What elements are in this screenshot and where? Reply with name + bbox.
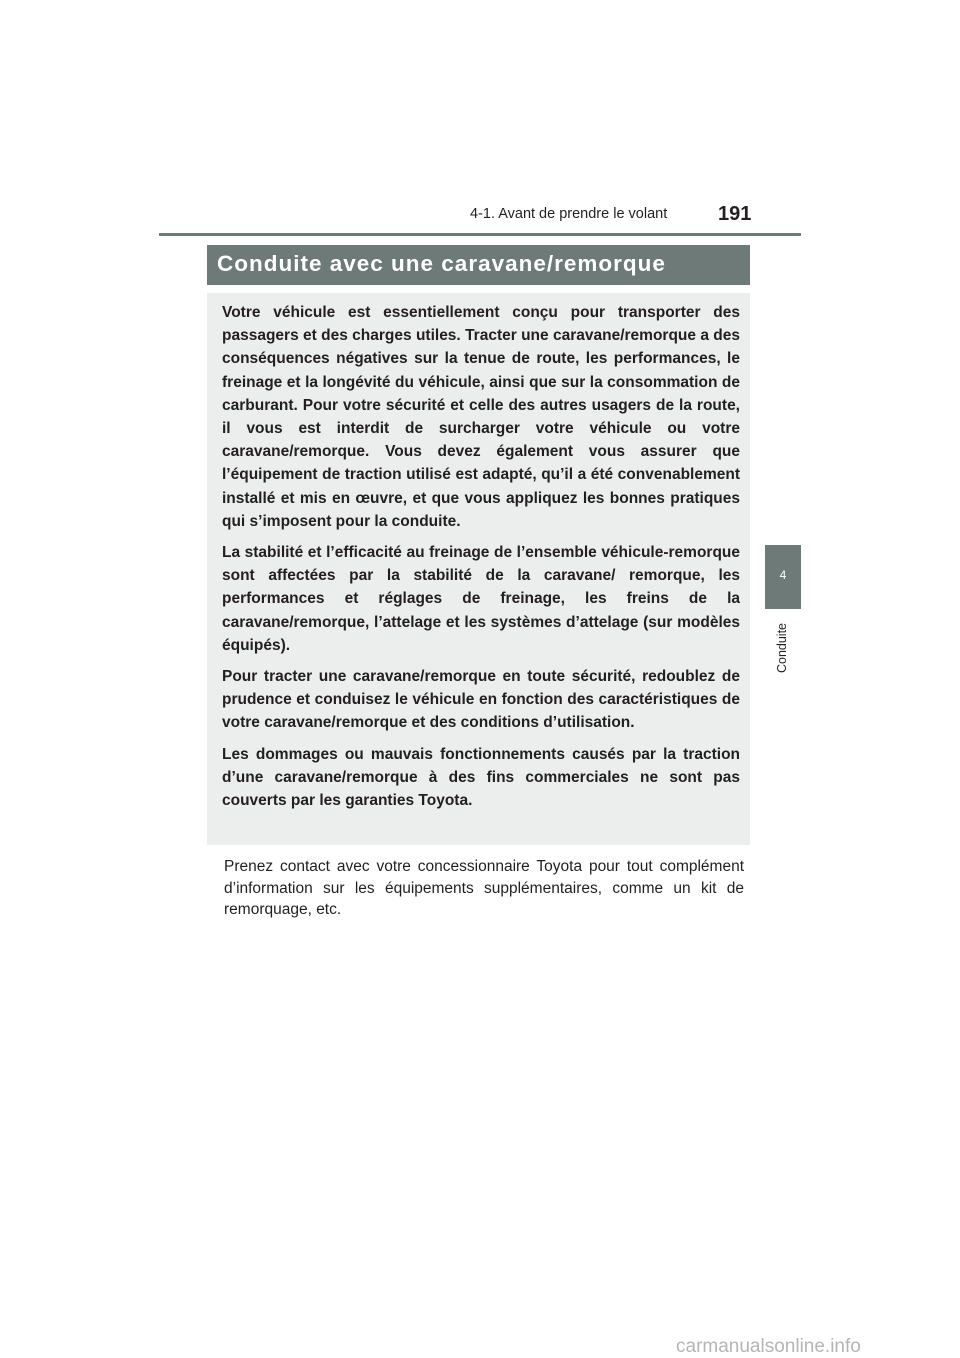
page-number: 191 xyxy=(718,203,752,225)
chapter-label: Conduite xyxy=(775,622,789,674)
intro-paragraph: Les dommages ou mauvais fonctionnements causés par la traction d’une caravane/remorque à des fins commerciales ne sont pas couverts par les garanties Toyota. xyxy=(222,745,740,810)
header-section-title: 4-1. Avant de prendre le volant xyxy=(470,206,668,222)
intro-paragraph: La stabilité et l’efficacité au freinage de l’ensemble véhicule-remorque sont affectées par la stabilité de la caravane/ remorque, les performances et réglages de freinage, les freins de la caravane/remorque, l’attelage et les systèmes d’attelage (sur modèles équipés). xyxy=(222,544,740,654)
intro-paragraph: Votre véhicule est essentiellement conçu pour transporter des passagers et des charges utiles. Tracter une caravane/remorque a des conséquences négatives sur la tenue de route, les performances, le freinage et la longévité du véhicule, ainsi que sur la consommation de carburant. Pour votre sécurité et celle des autres usagers de la route, il vous est interdit de surcharger votre véhicule ou votre caravane/remorque. Vous devez également vous assurer que l’équipement de traction utilisé est adapté, qu’il a été convenablement installé et mis en œuvre, et que vous appliquez les bonnes pratiques qui s’imposent pour la conduite. xyxy=(222,304,740,530)
body-paragraph: Prenez contact avec votre concessionnaire Toyota pour tout complément d’information sur les équipements supplémentaires, comme un kit de remorquage, etc. xyxy=(224,858,744,918)
title-bar xyxy=(207,245,750,285)
intro-text xyxy=(222,301,740,820)
intro-paragraph: Pour tracter une caravane/remorque en toute sécurité, redoublez de prudence et conduisez le véhicule en fonction des caractéristiques de votre caravane/remorque et des conditions d’utilisation. xyxy=(222,668,740,732)
chapter-number: 4 xyxy=(779,568,787,582)
page-title: Conduite avec une caravane/remorque xyxy=(217,251,666,276)
header-divider xyxy=(159,233,801,236)
chapter-tab xyxy=(765,545,801,609)
footer-watermark: carmanualsonline.info xyxy=(676,1336,861,1357)
intro-box xyxy=(207,293,750,845)
